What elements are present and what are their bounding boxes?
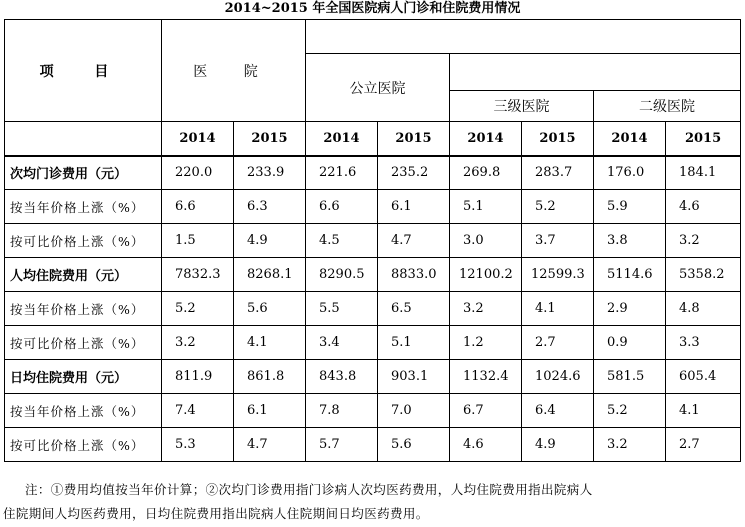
year-cell: 2014 — [162, 122, 234, 156]
value-cell: 605.4 — [666, 360, 741, 394]
year-header-blank — [5, 122, 162, 156]
value-cell: 5.6 — [234, 292, 306, 326]
value-cell: 5.7 — [306, 428, 378, 462]
year-cell: 2015 — [522, 122, 594, 156]
table-row — [5, 326, 741, 360]
value-cell: 233.9 — [234, 156, 306, 190]
year-cell: 2014 — [594, 122, 666, 156]
value-cell: 5.2 — [522, 190, 594, 224]
row-label: 按当年价格上涨（%） — [5, 190, 162, 224]
value-cell: 6.5 — [378, 292, 450, 326]
value-cell: 3.2 — [666, 224, 741, 258]
row-label: 按当年价格上涨（%） — [5, 292, 162, 326]
value-cell: 176.0 — [594, 156, 666, 190]
value-cell: 3.8 — [594, 224, 666, 258]
table-row — [5, 394, 741, 428]
value-cell: 5.1 — [378, 326, 450, 360]
value-cell: 6.7 — [450, 394, 522, 428]
value-cell: 269.8 — [450, 156, 522, 190]
value-cell: 8268.1 — [234, 258, 306, 292]
value-cell: 903.1 — [378, 360, 450, 394]
table-title: 2014~2015 年全国医院病人门诊和住院费用情况 — [224, 1, 521, 16]
hospital-cost-table — [4, 19, 741, 462]
value-cell: 4.6 — [450, 428, 522, 462]
value-cell: 6.4 — [522, 394, 594, 428]
value-cell: 3.3 — [666, 326, 741, 360]
row-label: 按当年价格上涨（%） — [5, 394, 162, 428]
value-cell: 184.1 — [666, 156, 741, 190]
value-cell: 8290.5 — [306, 258, 378, 292]
value-cell: 3.4 — [306, 326, 378, 360]
value-cell: 5.1 — [450, 190, 522, 224]
row-label: 人均住院费用（元） — [5, 258, 162, 292]
header-blank-mid — [450, 54, 741, 91]
value-cell: 6.6 — [306, 190, 378, 224]
value-cell: 283.7 — [522, 156, 594, 190]
footnote-line-2: 住院期间人均医药费用，日均住院费用指出院病人住院期间日均医药费用。 — [3, 506, 429, 521]
table-footnote — [3, 478, 737, 526]
year-cell: 2015 — [234, 122, 306, 156]
header-public-hospital: 公立医院 — [306, 54, 450, 122]
value-cell: 861.8 — [234, 360, 306, 394]
value-cell: 5.2 — [594, 394, 666, 428]
value-cell: 7.4 — [162, 394, 234, 428]
year-cell: 2014 — [306, 122, 378, 156]
footnote-line-1: 注：①费用均值按当年价计算；②次均门诊费用指门诊病人次均医药费用，人均住院费用指出院病人 — [25, 482, 593, 497]
value-cell: 7832.3 — [162, 258, 234, 292]
table-row — [5, 156, 741, 190]
value-cell: 4.8 — [666, 292, 741, 326]
value-cell: 6.6 — [162, 190, 234, 224]
value-cell: 843.8 — [306, 360, 378, 394]
table-row — [5, 360, 741, 394]
year-cell: 2015 — [378, 122, 450, 156]
value-cell: 4.6 — [666, 190, 741, 224]
value-cell: 235.2 — [378, 156, 450, 190]
value-cell: 1.5 — [162, 224, 234, 258]
value-cell: 581.5 — [594, 360, 666, 394]
value-cell: 6.1 — [378, 190, 450, 224]
value-cell: 221.6 — [306, 156, 378, 190]
table-row — [5, 258, 741, 292]
value-cell: 4.1 — [666, 394, 741, 428]
row-label: 次均门诊费用（元） — [5, 156, 162, 190]
value-cell: 2.7 — [666, 428, 741, 462]
value-cell: 3.7 — [522, 224, 594, 258]
value-cell: 8833.0 — [378, 258, 450, 292]
table-row — [5, 224, 741, 258]
value-cell: 3.0 — [450, 224, 522, 258]
table-row — [5, 428, 741, 462]
value-cell: 4.1 — [234, 326, 306, 360]
header-hospital: 医 院 — [162, 20, 306, 122]
table-row — [5, 292, 741, 326]
row-label: 按可比价格上涨（%） — [5, 428, 162, 462]
value-cell: 811.9 — [162, 360, 234, 394]
value-cell: 1.2 — [450, 326, 522, 360]
header-item: 项 目 — [5, 20, 162, 122]
value-cell: 2.7 — [522, 326, 594, 360]
year-cell: 2014 — [450, 122, 522, 156]
value-cell: 3.2 — [450, 292, 522, 326]
value-cell: 5.6 — [378, 428, 450, 462]
value-cell: 7.8 — [306, 394, 378, 428]
value-cell: 1132.4 — [450, 360, 522, 394]
value-cell: 5.5 — [306, 292, 378, 326]
value-cell: 5358.2 — [666, 258, 741, 292]
value-cell: 4.5 — [306, 224, 378, 258]
year-header-row — [5, 122, 741, 156]
value-cell: 2.9 — [594, 292, 666, 326]
value-cell: 3.2 — [594, 428, 666, 462]
value-cell: 4.7 — [234, 428, 306, 462]
value-cell: 0.9 — [594, 326, 666, 360]
value-cell: 5.2 — [162, 292, 234, 326]
value-cell: 5114.6 — [594, 258, 666, 292]
value-cell: 4.9 — [234, 224, 306, 258]
year-cell: 2015 — [666, 122, 741, 156]
value-cell: 6.3 — [234, 190, 306, 224]
header-tier2-hospital: 二级医院 — [594, 91, 741, 122]
value-cell: 3.2 — [162, 326, 234, 360]
row-label: 按可比价格上涨（%） — [5, 326, 162, 360]
value-cell: 7.0 — [378, 394, 450, 428]
value-cell: 220.0 — [162, 156, 234, 190]
value-cell: 4.9 — [522, 428, 594, 462]
row-label: 日均住院费用（元） — [5, 360, 162, 394]
value-cell: 6.1 — [234, 394, 306, 428]
value-cell: 12599.3 — [522, 258, 594, 292]
value-cell: 4.7 — [378, 224, 450, 258]
value-cell: 5.9 — [594, 190, 666, 224]
value-cell: 1024.6 — [522, 360, 594, 394]
header-tier3-hospital: 三级医院 — [450, 91, 594, 122]
header-blank-top — [306, 20, 741, 54]
table-row — [5, 190, 741, 224]
value-cell: 4.1 — [522, 292, 594, 326]
value-cell: 12100.2 — [450, 258, 522, 292]
row-label: 按可比价格上涨（%） — [5, 224, 162, 258]
value-cell: 5.3 — [162, 428, 234, 462]
